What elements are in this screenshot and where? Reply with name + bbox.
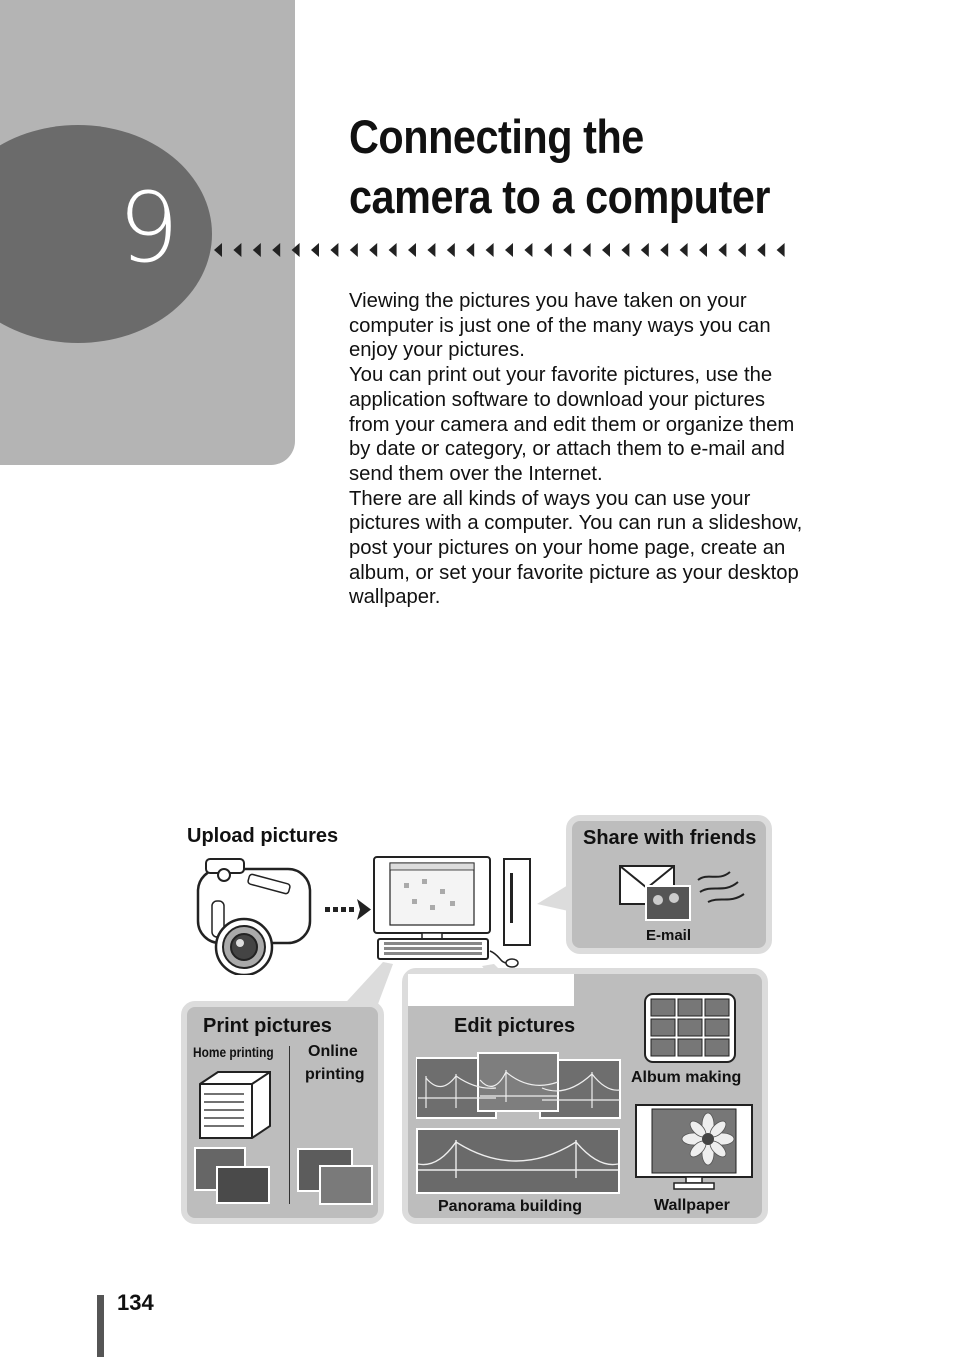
arrow-mark bbox=[369, 243, 377, 257]
intro-paragraph-3: There are all kinds of ways you can use your pictures with a computer. You can run a slideshow, post your pictures on your home page, create an album, or set your favorite picture as your desktop wallpaper. bbox=[349, 487, 803, 609]
arrow-divider bbox=[212, 241, 802, 259]
chapter-number: 9 bbox=[118, 172, 180, 284]
home-printing-label: Home printing bbox=[193, 1044, 274, 1060]
arrow-mark bbox=[214, 243, 222, 257]
edit-panel-notch bbox=[408, 974, 574, 1006]
arrow-mark bbox=[253, 243, 261, 257]
arrow-mark bbox=[466, 243, 474, 257]
arrow-mark bbox=[738, 243, 746, 257]
arrow-mark bbox=[233, 243, 241, 257]
camera-illustration bbox=[192, 855, 317, 975]
arrow-mark bbox=[680, 243, 688, 257]
arrow-mark bbox=[563, 243, 571, 257]
arrow-mark bbox=[486, 243, 494, 257]
print-divider bbox=[289, 1046, 290, 1204]
arrow-mark bbox=[718, 243, 726, 257]
arrow-mark bbox=[505, 243, 513, 257]
intro-paragraph-2: You can print out your favorite pictures, use the application software to download your pictures from your camera and edit them or organize them by date or category, or attach them to e-mail and send them over the Internet. bbox=[349, 364, 795, 485]
arrow-mark bbox=[427, 243, 435, 257]
share-with-friends-label: Share with friends bbox=[583, 827, 757, 849]
album-grid-icon bbox=[644, 993, 736, 1063]
edit-pictures-label: Edit pictures bbox=[454, 1015, 576, 1037]
arrow-mark bbox=[777, 243, 785, 257]
arrow-mark bbox=[389, 243, 397, 257]
arrow-mark bbox=[583, 243, 591, 257]
album-making-label: Album making bbox=[631, 1069, 742, 1086]
computer-illustration bbox=[372, 855, 542, 970]
envelope-icon bbox=[618, 860, 758, 922]
chapter-title bbox=[349, 107, 770, 227]
panorama-result-photo bbox=[416, 1128, 620, 1194]
intro-text bbox=[349, 289, 809, 610]
intro-paragraph-1: Viewing the pictures you have taken on your computer is just one of the many ways you can enjoy your pictures. bbox=[349, 290, 771, 362]
online-printing-label-line-1: Online bbox=[308, 1043, 358, 1060]
panorama-building-label: Panorama building bbox=[438, 1198, 583, 1215]
panorama-source-photos bbox=[416, 1052, 621, 1120]
wallpaper-monitor-icon bbox=[634, 1103, 754, 1191]
printer-icon bbox=[196, 1068, 274, 1142]
arrow-mark bbox=[292, 243, 300, 257]
page-number-bar bbox=[97, 1295, 104, 1357]
arrow-mark bbox=[602, 243, 610, 257]
chapter-title-line-1: Connecting the bbox=[349, 110, 644, 163]
wallpaper-label: Wallpaper bbox=[654, 1197, 730, 1214]
transfer-arrow bbox=[325, 898, 373, 922]
email-label: E-mail bbox=[646, 927, 692, 944]
arrow-mark bbox=[544, 243, 552, 257]
online-printing-label-line-2: printing bbox=[305, 1066, 365, 1083]
arrow-mark bbox=[757, 243, 765, 257]
home-print-photo-2 bbox=[216, 1166, 270, 1204]
upload-pictures-label: Upload pictures bbox=[187, 825, 339, 847]
arrow-mark bbox=[621, 243, 629, 257]
page-number: 134 bbox=[117, 1290, 154, 1315]
arrow-mark bbox=[272, 243, 280, 257]
arrow-mark bbox=[408, 243, 416, 257]
arrow-mark bbox=[330, 243, 338, 257]
arrow-mark bbox=[350, 243, 358, 257]
arrow-mark bbox=[641, 243, 649, 257]
arrow-mark bbox=[524, 243, 532, 257]
arrow-mark bbox=[311, 243, 319, 257]
arrow-mark bbox=[447, 243, 455, 257]
chapter-title-line-2: camera to a computer bbox=[349, 170, 771, 223]
print-pictures-label: Print pictures bbox=[203, 1015, 332, 1037]
arrow-mark bbox=[699, 243, 707, 257]
online-print-photo-2 bbox=[319, 1165, 373, 1205]
arrow-mark bbox=[660, 243, 668, 257]
